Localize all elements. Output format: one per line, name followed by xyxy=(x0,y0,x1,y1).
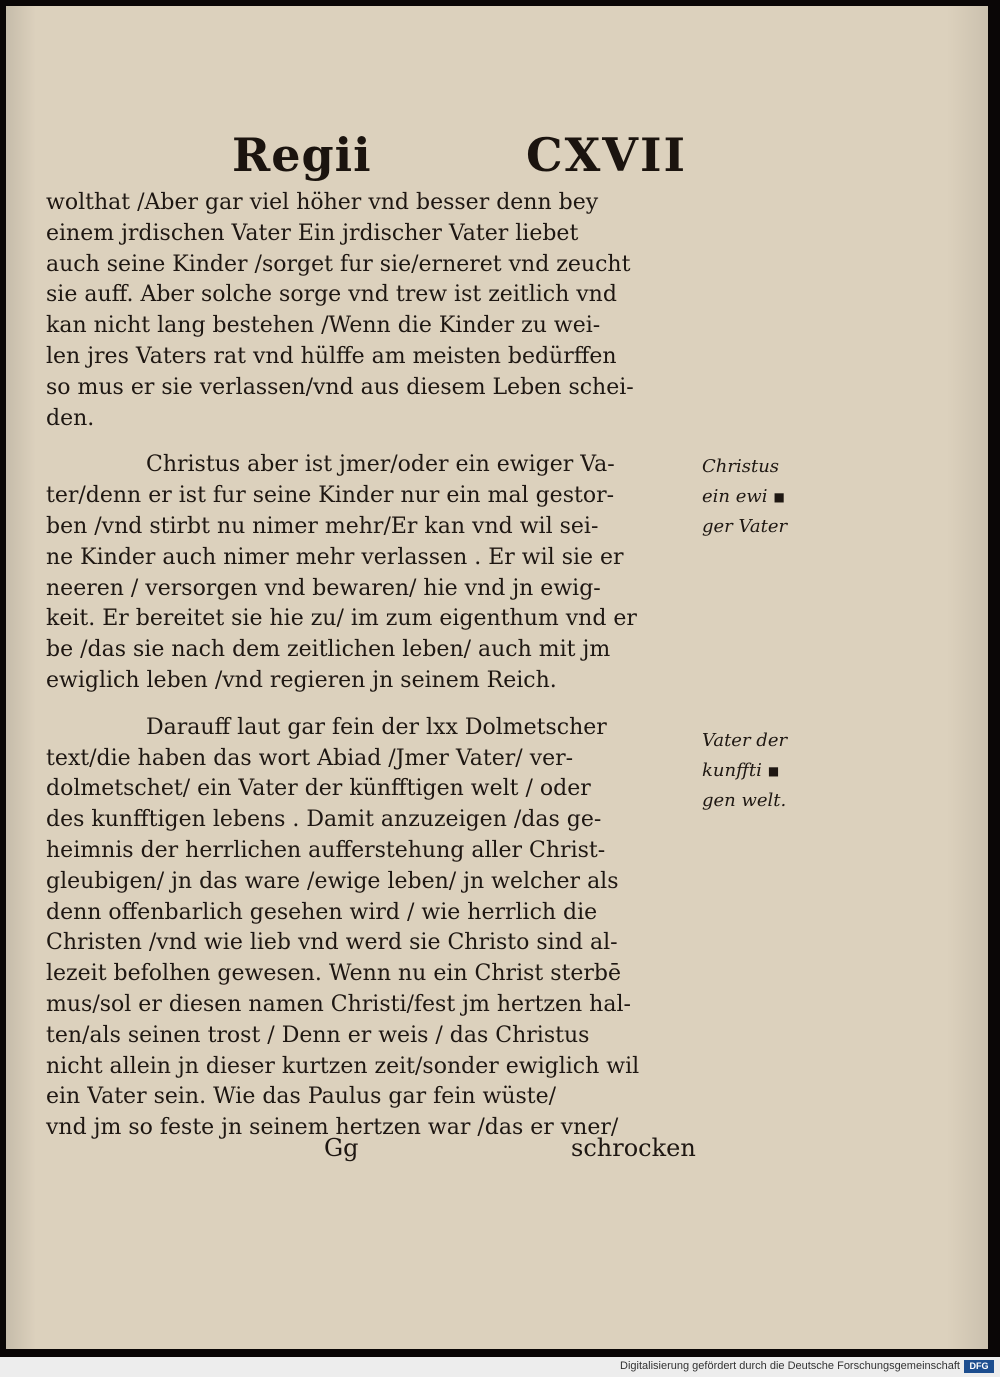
marginal-line: ger Vater xyxy=(702,516,788,537)
marginal-note-2 xyxy=(702,726,812,816)
catchline xyxy=(6,1134,988,1174)
paragraph-1 xyxy=(46,188,706,434)
text-line: text/die haben das wort Abiad /Jmer Vater/ ver- xyxy=(46,745,574,771)
text-line: ben /vnd stirbt nu nimer mehr/Er kan vnd wil sei- xyxy=(46,513,599,539)
text-line: ne Kinder auch nimer mehr verlassen . Er wil sie er xyxy=(46,544,624,570)
text-line: auch seine Kinder /sorget fur sie/erneret vnd zeucht xyxy=(46,251,631,277)
funding-credit: Digitalisierung gefördert durch die Deutsche Forschungsgemeinschaft xyxy=(620,1360,960,1372)
text-line: sie auff. Aber solche sorge vnd trew ist zeitlich vnd xyxy=(46,282,617,308)
signature-mark: Gg xyxy=(324,1134,359,1162)
book-page xyxy=(6,6,988,1349)
catchword: schrocken xyxy=(571,1134,696,1162)
folio-number: CXVII xyxy=(526,128,688,182)
text-line: mus/sol er diesen namen Christi/fest jm hertzen hal- xyxy=(46,991,631,1017)
paragraph-2 xyxy=(46,450,706,696)
text-line: Darauff laut gar fein der lxx Dolmetscher xyxy=(146,714,607,740)
text-line: ten/als seinen trost / Denn er weis / das Christus xyxy=(46,1022,590,1048)
dfg-logo: DFG xyxy=(964,1360,994,1373)
marginal-note-1 xyxy=(702,452,812,542)
text-line: des kunfftigen lebens . Damit anzuzeigen /das ge- xyxy=(46,807,602,833)
main-text xyxy=(46,188,706,1144)
text-line: len jres Vaters rat vnd hülffe am meisten bedürffen xyxy=(46,343,617,369)
marginal-line: kunffti xyxy=(702,760,762,781)
text-line: ewiglich leben /vnd regieren jn seinem Reich. xyxy=(46,667,557,693)
text-line: Christus aber ist jmer/oder ein ewiger Va- xyxy=(146,452,615,478)
bullet-icon: ■ xyxy=(767,764,780,778)
paragraph-3 xyxy=(46,713,706,1144)
text-line: denn offenbarlich gesehen wird / wie herrlich die xyxy=(46,899,598,925)
text-line: den. xyxy=(46,405,95,431)
marginal-line: Christus xyxy=(702,456,780,477)
text-line: vnd jm so feste jn seinem hertzen war /das er vner/ xyxy=(46,1115,619,1141)
text-line: neeren / versorgen vnd bewaren/ hie vnd jn ewig- xyxy=(46,575,601,601)
text-line: nicht allein jn dieser kurtzen zeit/sonder ewiglich wil xyxy=(46,1053,640,1079)
text-line: dolmetschet/ ein Vater der künfftigen welt / oder xyxy=(46,776,591,802)
text-line: be /das sie nach dem zeitlichen leben/ auch mit jm xyxy=(46,637,611,663)
text-line: ein Vater sein. Wie das Paulus gar fein wüste/ xyxy=(46,1084,557,1110)
text-line: ter/denn er ist fur seine Kinder nur ein mal gestor- xyxy=(46,483,615,509)
bullet-icon: ■ xyxy=(773,490,785,504)
text-line: gleubigen/ jn das ware /ewige leben/ jn welcher als xyxy=(46,868,619,894)
marginal-line: Vater der xyxy=(702,730,788,751)
text-line: so mus er sie verlassen/vnd aus diesem Leben schei- xyxy=(46,374,634,400)
text-line: Christen /vnd wie lieb vnd werd sie Christo sind al- xyxy=(46,930,618,956)
text-line: kan nicht lang bestehen /Wenn die Kinder zu wei- xyxy=(46,313,601,339)
text-line: wolthat /Aber gar viel höher vnd besser denn bey xyxy=(46,190,599,215)
text-line: einem jrdischen Vater Ein jrdischer Vater liebet xyxy=(46,220,579,246)
running-head: Regii xyxy=(232,128,372,182)
marginal-line: gen welt. xyxy=(702,790,787,811)
text-line: keit. Er bereitet sie hie zu/ im zum eigenthum vnd er xyxy=(46,606,637,632)
marginal-line: ein ewi xyxy=(702,486,768,507)
text-line: lezeit befolhen gewesen. Wenn nu ein Christ sterbē xyxy=(46,961,621,987)
footer-bar xyxy=(0,1357,1000,1377)
text-line: heimnis der herrlichen aufferstehung aller Christ- xyxy=(46,837,606,863)
